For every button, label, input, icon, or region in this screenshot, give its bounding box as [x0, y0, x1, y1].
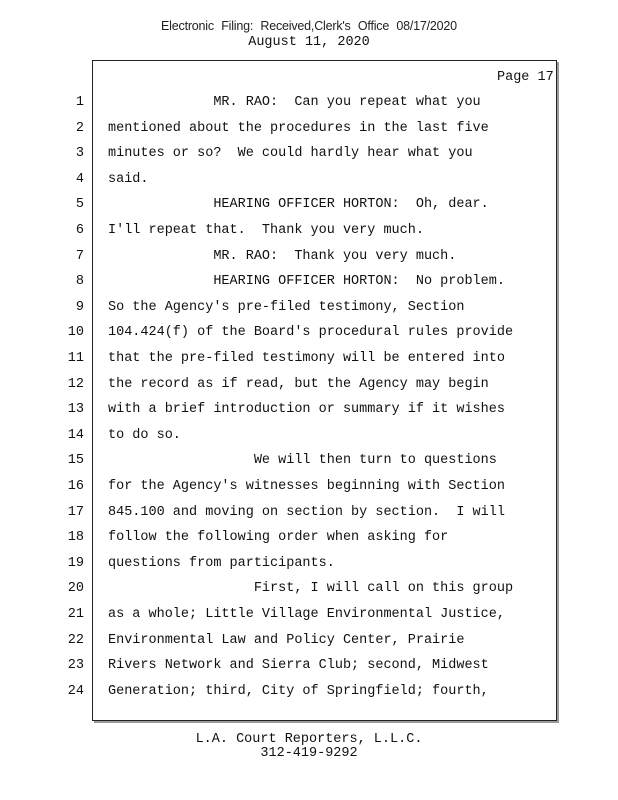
transcript-line-text: First, I will call on this group: [108, 581, 514, 597]
line-number: 4: [75, 171, 84, 187]
transcript-line-text: We will then turn to questions: [108, 453, 497, 469]
transcript-line-text: questions from participants.: [108, 555, 335, 571]
transcript-line-text: mentioned about the procedures in the last five: [108, 120, 489, 136]
line-number: 6: [75, 223, 84, 238]
line-number: 12: [67, 376, 84, 392]
transcript-line-text: said.: [108, 171, 149, 187]
transcript-line-text: follow the following order when asking for: [108, 530, 449, 546]
line-number: 24: [67, 683, 84, 699]
line-number: 17: [67, 504, 84, 520]
transcript-line-text: HEARING OFFICER HORTON: No problem.: [108, 274, 505, 290]
transcript-line-text: as a whole; Little Village Environmental Justice,: [108, 607, 505, 622]
transcript-line-text: for the Agency's witnesses beginning with Section: [108, 479, 505, 494]
transcript-line-text: 104.424(f) of the Board's procedural rules provide: [108, 325, 514, 341]
transcript-line-text: MR. RAO: Can you repeat what you: [108, 95, 481, 110]
line-number: 15: [67, 453, 84, 469]
transcript-date: August 11, 2020: [248, 35, 370, 50]
transcript-line-text: to do so.: [108, 427, 181, 443]
line-number: 21: [67, 607, 84, 622]
transcript-line-text: Generation; third, City of Springfield; fourth,: [108, 683, 489, 699]
line-number: 16: [67, 479, 84, 494]
line-number: 23: [67, 658, 84, 674]
line-number: 19: [67, 555, 84, 571]
page-number: Page 17: [497, 70, 554, 85]
transcript-line-text: 845.100 and moving on section by section. I will: [108, 504, 505, 520]
line-number: 13: [67, 402, 84, 418]
line-number: 9: [75, 299, 84, 315]
line-number: 11: [67, 351, 84, 366]
transcript-line-text: HEARING OFFICER HORTON: Oh, dear.: [108, 197, 489, 213]
line-number: 22: [67, 632, 84, 648]
transcript-line-text: I'll repeat that. Thank you very much.: [108, 223, 424, 238]
transcript-line-text: Environmental Law and Policy Center, Prairie: [108, 632, 465, 648]
transcript-line-text: minutes or so? We could hardly hear what you: [108, 146, 473, 162]
line-number: 5: [75, 197, 84, 213]
transcript-line-text: So the Agency's pre-filed testimony, Section: [108, 299, 465, 315]
line-number: 10: [67, 325, 84, 341]
electronic-filing-stamp: Electronic Filing: Received,Clerk's Office 08/17/2020: [161, 19, 457, 33]
line-number: 7: [75, 248, 84, 264]
transcript-line-text: with a brief introduction or summary if it wishes: [108, 402, 505, 418]
court-reporter-phone: 312-419-9292: [260, 746, 358, 761]
page-footer: [0, 733, 618, 761]
transcript-line-text: MR. RAO: Thank you very much.: [108, 248, 457, 264]
line-number: 3: [75, 146, 84, 162]
line-number: 1: [75, 95, 84, 110]
transcript-line-text: Rivers Network and Sierra Club; second, Midwest: [108, 658, 489, 674]
line-number: 8: [75, 274, 84, 290]
transcript-line-text: the record as if read, but the Agency may begin: [108, 376, 489, 392]
court-reporter-name: L.A. Court Reporters, L.L.C.: [195, 732, 423, 747]
line-number: 14: [67, 427, 84, 443]
transcript-line-text: that the pre-filed testimony will be entered into: [108, 351, 505, 366]
line-number: 20: [67, 581, 84, 597]
line-number: 2: [75, 120, 84, 136]
line-number: 18: [67, 530, 84, 546]
